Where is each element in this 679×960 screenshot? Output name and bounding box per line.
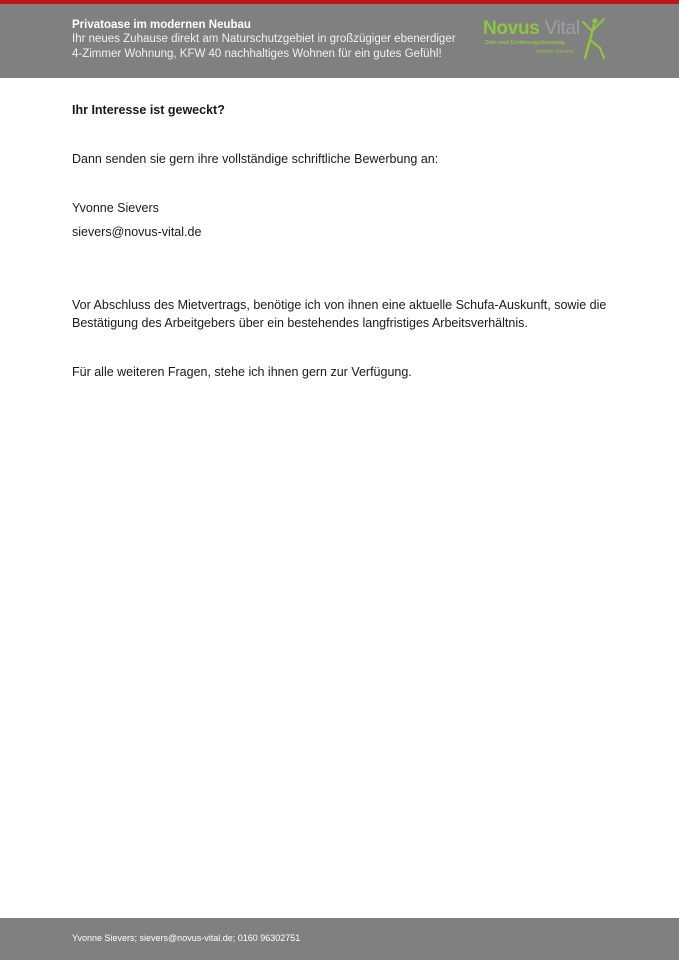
logo-owner-name: Yvonne Sievers: [535, 49, 574, 55]
logo-word-vital: Vital: [544, 18, 580, 39]
contact-email[interactable]: sievers@novus-vital.de: [72, 225, 202, 239]
requirements-line2: Bestätigung des Arbeitgebers über ein bestehendes langfristiges Arbeitsverhältnis.: [72, 316, 528, 330]
section-heading: Ihr Interesse ist geweckt?: [72, 103, 225, 117]
header-text-block: [72, 18, 456, 62]
closing-text: Für alle weiteren Fragen, stehe ich ihnen gern zur Verfügung.: [72, 365, 412, 379]
header-title: Privatoase im modernen Neubau: [72, 19, 251, 31]
dancer-figure-icon: [579, 16, 607, 60]
footer-contact-text: Yvonne Sievers; sievers@novus-vital.de; 0160 96302751: [72, 933, 301, 943]
contact-name: Yvonne Sievers: [72, 201, 159, 215]
logo-tagline: Diät- und Ernährungsberatung: [485, 40, 565, 46]
logo-wordmark: [483, 18, 580, 40]
logo-word-novus: Novus: [483, 18, 540, 39]
page-header: [0, 0, 679, 78]
intro-text: Dann senden sie gern ihre vollständige schriftliche Bewerbung an:: [72, 152, 439, 166]
page-footer: [0, 918, 679, 960]
header-subtitle-line2: 4-Zimmer Wohnung, KFW 40 nachhaltiges Wohnen für ein gutes Gefühl!: [72, 48, 442, 60]
requirements-line1: Vor Abschluss des Mietvertrags, benötige ich von ihnen eine aktuelle Schufa-Auskunft, sowie die: [72, 298, 607, 312]
header-subtitle-line1: Ihr neues Zuhause direkt am Naturschutzgebiet in großzügiger ebenerdiger: [72, 33, 456, 45]
novus-vital-logo: [483, 16, 613, 62]
